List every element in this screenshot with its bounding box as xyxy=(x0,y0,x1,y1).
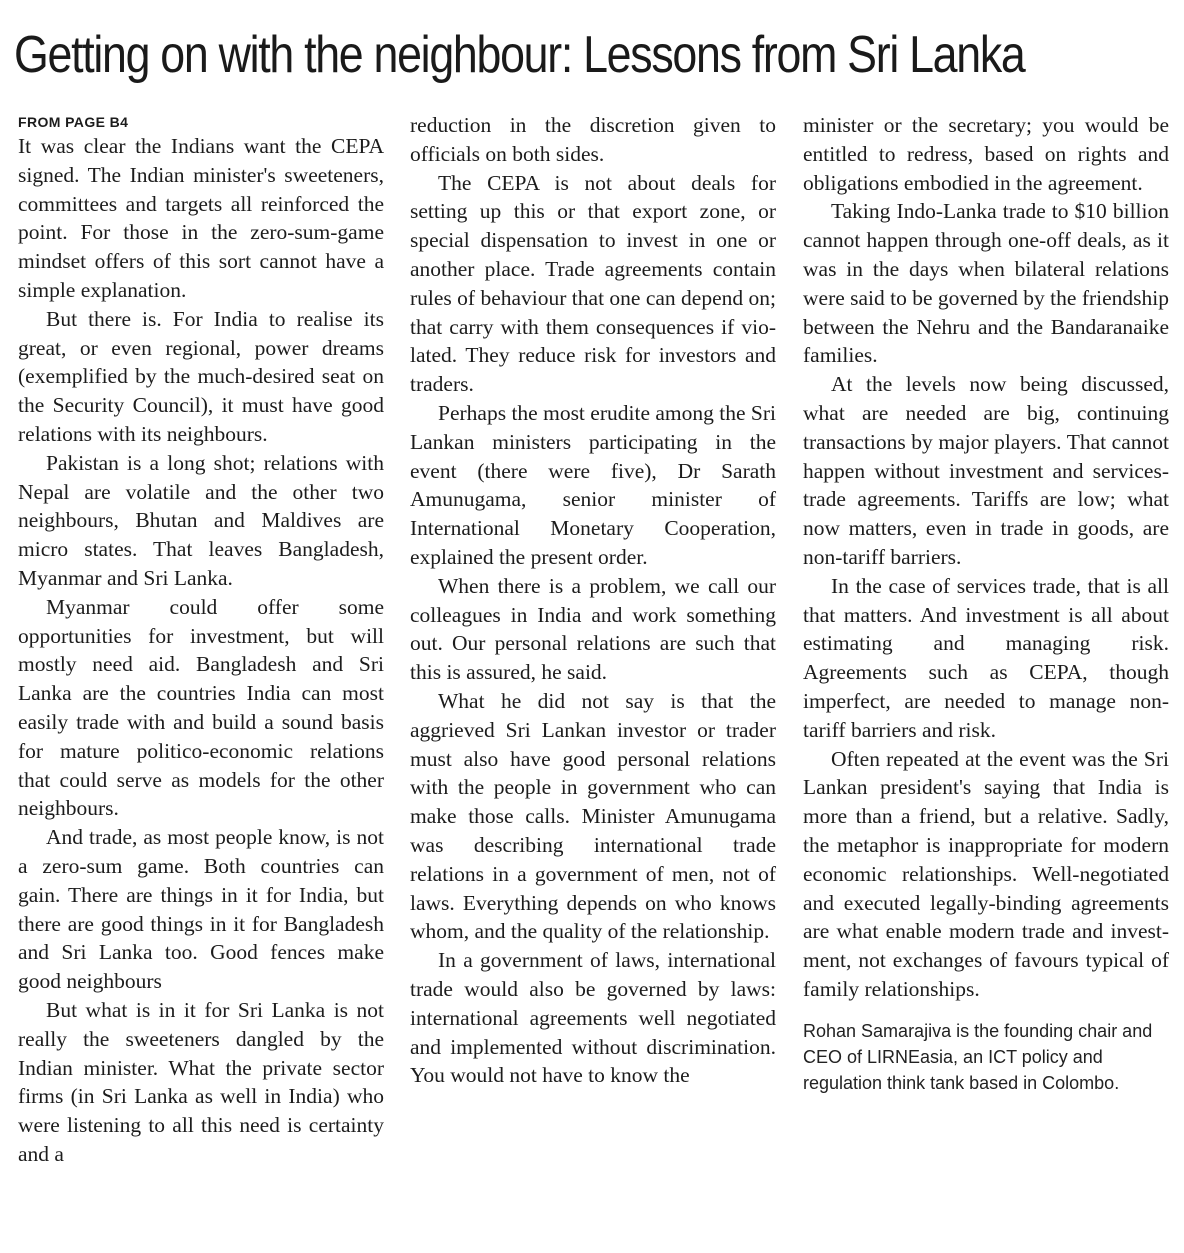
paragraph: Taking Indo-Lanka trade to $10 billion cannot happen through one-off deals, as it was in the days when bilateral relations were said to be governed by the friendship between the Nehru and the Bandaranaike families. xyxy=(803,199,1169,368)
continuation-kicker: FROM PAGE B4 xyxy=(18,114,129,130)
paragraph: Myanmar could offer some opportunities for investment, but will mostly need aid. Bangladesh and Sri Lanka are the countries India can most easily trade with and build a sound basis for mature politico-economic relations that could serve as models for the other neighbours. xyxy=(18,594,384,821)
article-column-1 xyxy=(18,110,384,1169)
paragraph: But there is. For India to realise its great, or even regional, power dreams (exemplified by the much-desired seat on the Security Council), it must have good relations with its neighbours. xyxy=(18,306,384,446)
paragraph: When there is a problem, we call our colleagues in India and work something out. Our personal relations are such that this is assured, he said. xyxy=(410,573,776,685)
paragraph: Pakistan is a long shot; relations with Nepal are volatile and the other two neighbours, Bhutan and Maldives are micro states. That leaves Bangladesh, Myanmar and Sri Lanka. xyxy=(18,450,384,590)
article-column-3 xyxy=(803,111,1169,1096)
paragraph: In a government of laws, international trade would also be governed by laws: international agreements well negotiated and implemented without discrimination. You would not have to know the xyxy=(410,948,776,1088)
paragraph: minister or the secretary; you would be entitled to redress, based on rights and obligations embodied in the agreement. xyxy=(803,113,1169,195)
paragraph: It was clear the Indians want the CEPA signed. The Indian minister's sweeteners, committees and targets all reinforced the point. For those in the zero-sum-game mindset offers of this sort cannot have a simple explanation. xyxy=(18,134,384,302)
paragraph: At the levels now being discussed, what are needed are big, continuing transactions by major players. That cannot happen without investment and services-trade agreements. Tariffs are low; what now matters, even in trade in goods, are non-tariff barriers. xyxy=(803,372,1169,569)
paragraph: But what is in it for Sri Lanka is not really the sweeteners dangled by the Indian minister. What the private sector firms (in Sri Lanka as well in India) who were listening to all this need is certainty and a xyxy=(18,997,384,1166)
article-column-2 xyxy=(410,111,776,1090)
paragraph: And trade, as most people know, is not a zero-sum game. Both countries can gain. There are things in it for India, but there are good things in it for Bangladesh and Sri Lanka too. Good fences make good neighbours xyxy=(18,825,384,994)
paragraph: In the case of services trade, that is all that matters. And investment is all about estimating and managing risk. Agreements such as CEPA, though imperfect, are needed to manage non-tariff barriers and risk. xyxy=(803,573,1169,742)
article-headline: Getting on with the neighbour: Lessons from Sri Lanka xyxy=(14,26,1025,84)
author-bio: Rohan Samarajiva is the founding chair and CEO of LIRNEasia, an ICT policy and regulation think tank based in Colombo. xyxy=(803,1020,1153,1093)
paragraph: The CEPA is not about deals for setting up this or that export zone, or special dispensation to invest in one or another place. Trade agreements contain rules of behaviour that one can depend on; that carry with them consequences if violated. They reduce risk for investors and traders. xyxy=(410,170,776,397)
paragraph: What he did not say is that the aggrieved Sri Lankan investor or trader must also have good personal relations with the people in government who can make those calls. Minister Amunugama was describing international trade relations in a government of men, not of laws. Everything depends on who knows whom, and the quality of the relationship. xyxy=(410,688,776,944)
paragraph: Often repeated at the event was the Sri Lankan president's saying that India is more than a friend, but a relative. Sadly, the metaphor is inappropriate for modern economic relationships. Well-negotiated and executed legally-binding agreements are what enable modern trade and investment, not exchanges of favours typical of family relationships. xyxy=(803,746,1169,1001)
paragraph: reduction in the discretion given to officials on both sides. xyxy=(410,113,776,166)
paragraph: Perhaps the most erudite among the Sri Lankan ministers participating in the event (there were five), Dr Sarath Amunugama, senior minister of International Monetary Cooperation, explained the present order. xyxy=(410,400,776,569)
